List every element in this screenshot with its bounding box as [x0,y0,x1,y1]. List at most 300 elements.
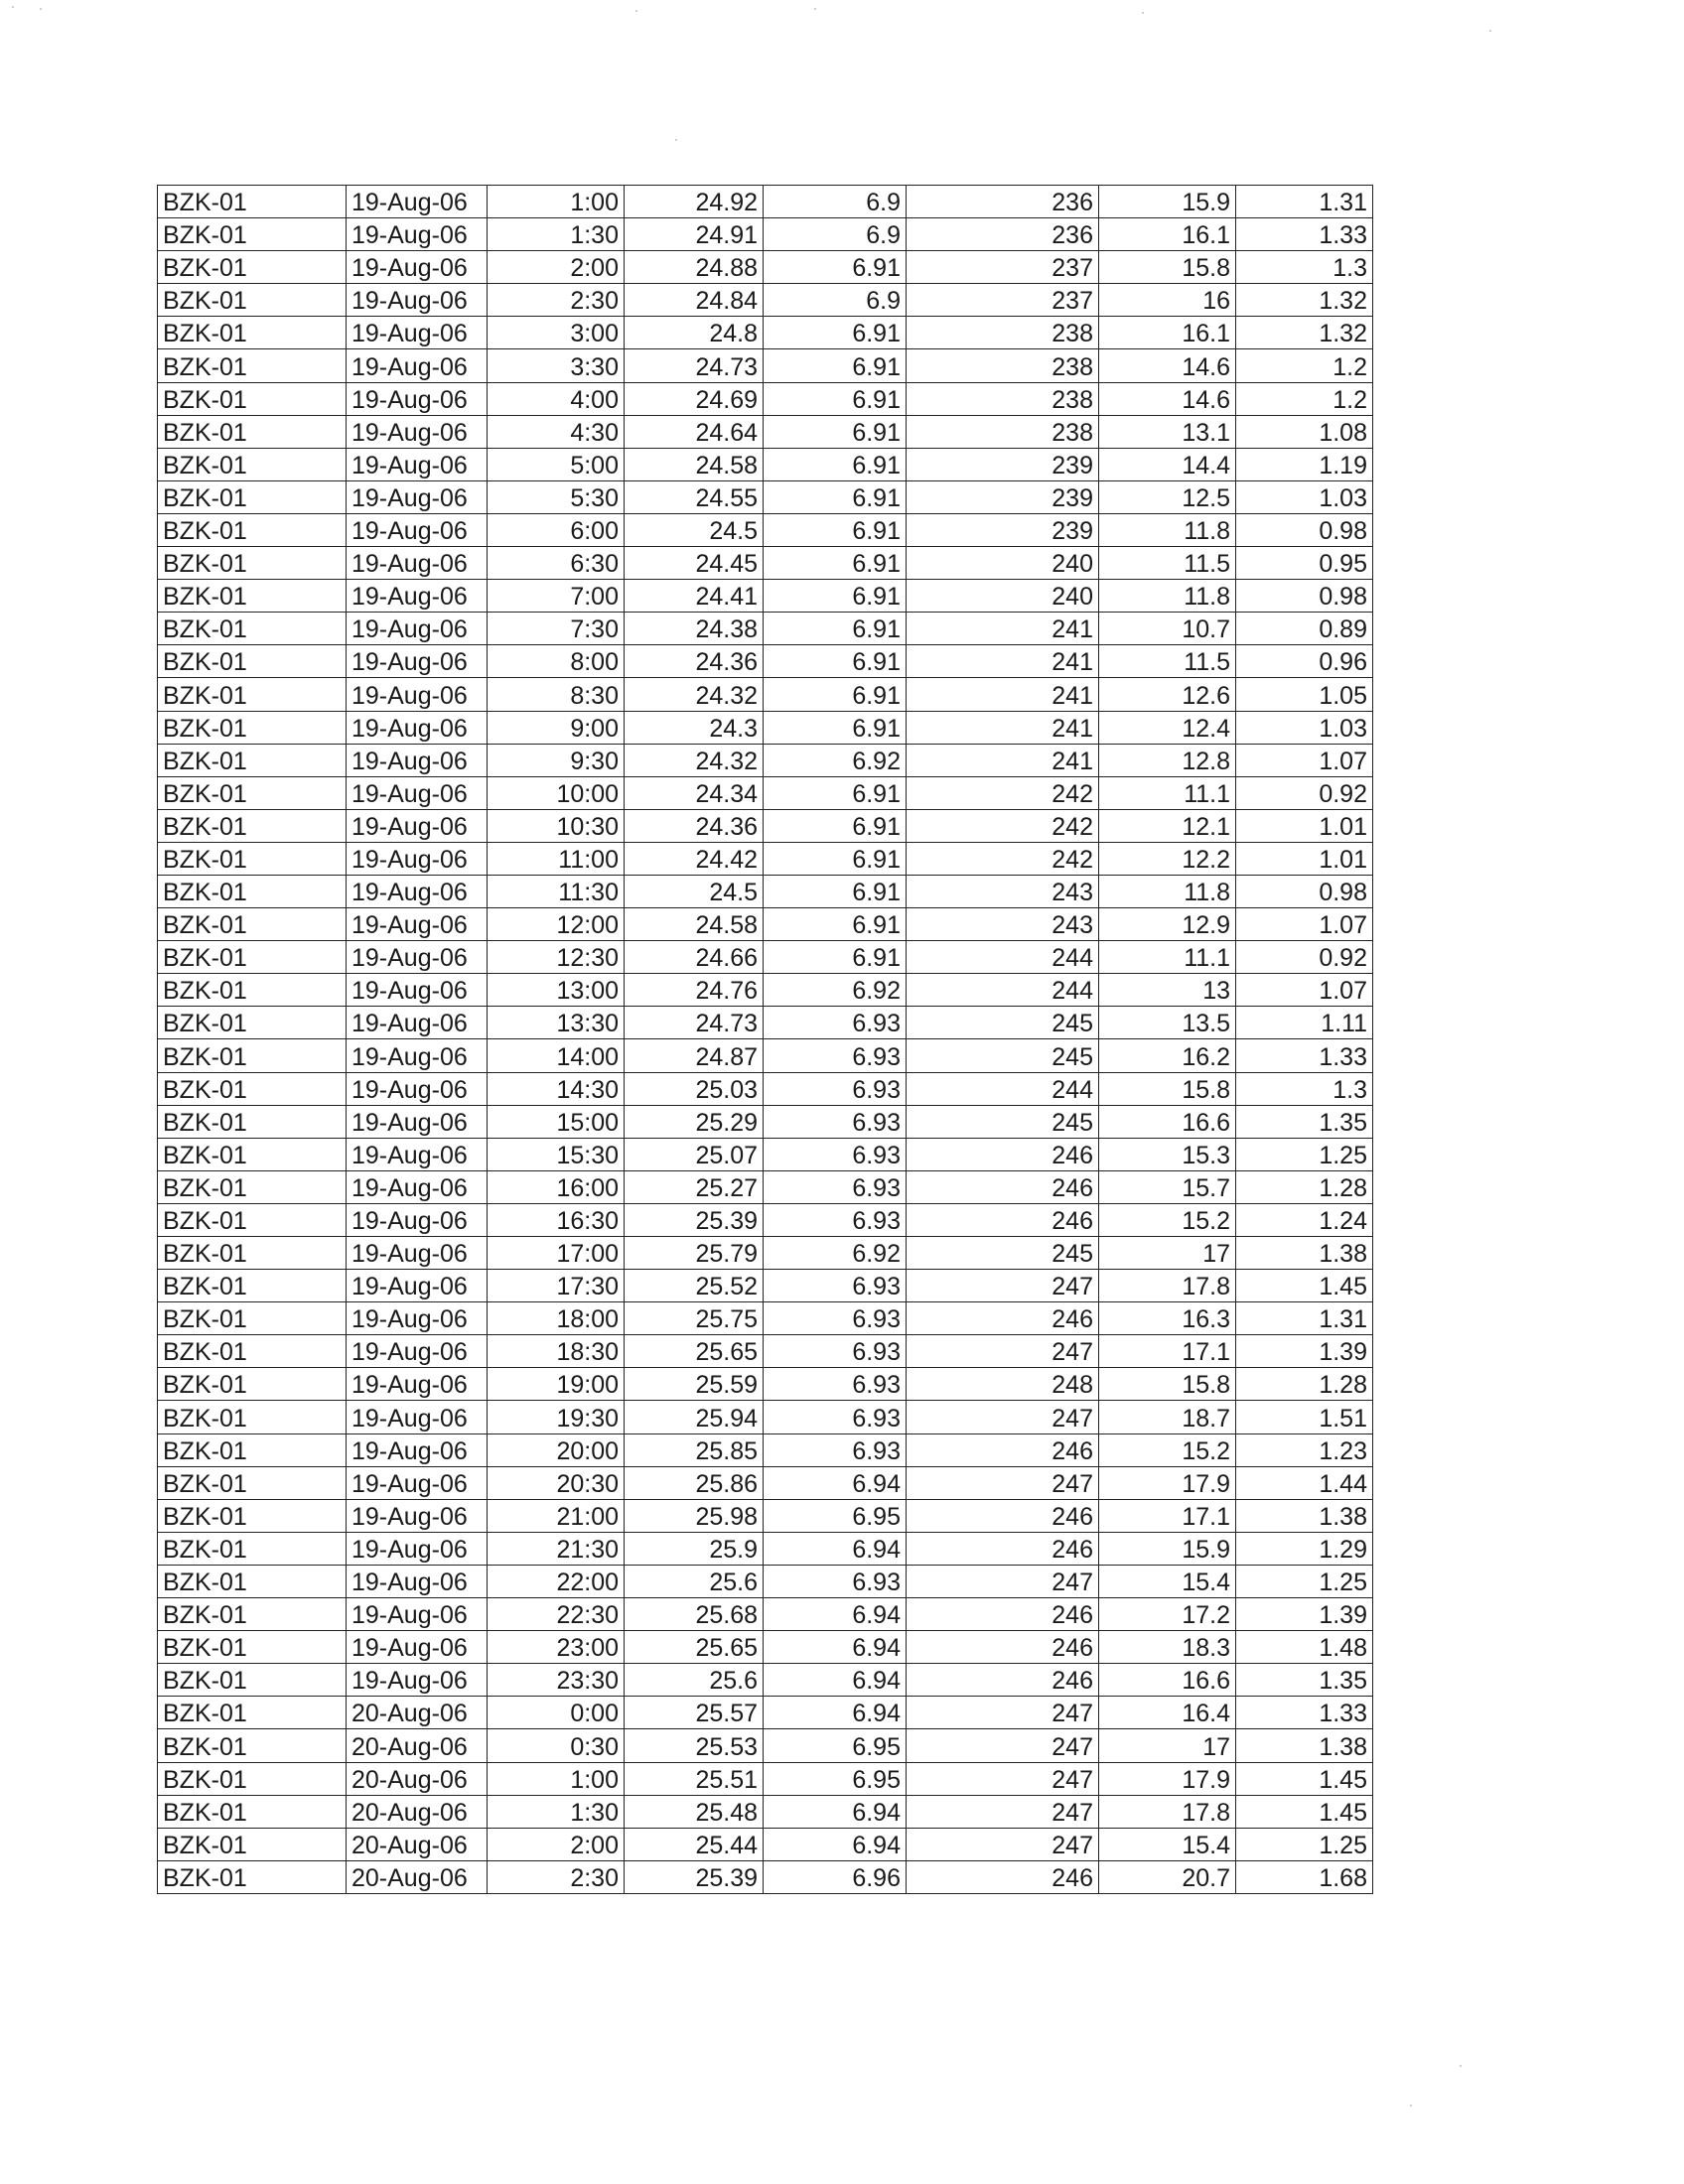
value-cell-2: 6.91 [764,317,907,349]
value-cell-5: 1.01 [1236,809,1373,842]
station-cell: BZK-01 [158,1664,347,1697]
table-row [158,251,1373,284]
date-cell: 19-Aug-06 [347,1335,488,1368]
time-cell: 1:30 [488,218,625,251]
value-cell-2: 6.93 [764,1335,907,1368]
value-cell-1: 25.86 [625,1466,764,1499]
value-cell-1: 25.53 [625,1729,764,1762]
value-cell-2: 6.91 [764,776,907,809]
value-cell-2: 6.91 [764,842,907,875]
value-cell-4: 10.7 [1099,613,1236,645]
table-row [158,744,1373,776]
station-cell: BZK-01 [158,1499,347,1532]
table-row [158,1007,1373,1039]
time-cell: 15:00 [488,1105,625,1138]
station-cell: BZK-01 [158,1433,347,1466]
date-cell: 19-Aug-06 [347,1138,488,1170]
station-cell: BZK-01 [158,1828,347,1860]
table-row [158,1335,1373,1368]
time-cell: 4:30 [488,415,625,448]
value-cell-5: 1.08 [1236,415,1373,448]
value-cell-3: 246 [907,1302,1099,1335]
value-cell-5: 1.48 [1236,1631,1373,1664]
value-cell-2: 6.91 [764,613,907,645]
station-cell: BZK-01 [158,1237,347,1270]
station-cell: BZK-01 [158,1170,347,1203]
value-cell-2: 6.93 [764,1105,907,1138]
value-cell-1: 24.66 [625,941,764,974]
value-cell-5: 1.28 [1236,1170,1373,1203]
table-row [158,218,1373,251]
station-cell: BZK-01 [158,1860,347,1893]
value-cell-3: 247 [907,1565,1099,1597]
date-cell: 19-Aug-06 [347,941,488,974]
value-cell-2: 6.96 [764,1860,907,1893]
value-cell-5: 1.3 [1236,251,1373,284]
value-cell-3: 247 [907,1270,1099,1302]
value-cell-5: 1.03 [1236,480,1373,513]
value-cell-4: 16.6 [1099,1664,1236,1697]
station-cell: BZK-01 [158,382,347,415]
table-row [158,1401,1373,1433]
value-cell-5: 1.39 [1236,1598,1373,1631]
value-cell-5: 0.98 [1236,513,1373,546]
value-cell-5: 1.01 [1236,842,1373,875]
time-cell: 2:00 [488,251,625,284]
value-cell-3: 246 [907,1598,1099,1631]
station-cell: BZK-01 [158,1565,347,1597]
value-cell-4: 17 [1099,1729,1236,1762]
station-cell: BZK-01 [158,415,347,448]
value-cell-1: 25.6 [625,1664,764,1697]
station-cell: BZK-01 [158,349,347,382]
time-cell: 7:30 [488,613,625,645]
time-cell: 18:30 [488,1335,625,1368]
date-cell: 19-Aug-06 [347,251,488,284]
value-cell-4: 11.5 [1099,645,1236,678]
table-row [158,317,1373,349]
value-cell-2: 6.94 [764,1828,907,1860]
value-cell-4: 15.9 [1099,1532,1236,1565]
value-cell-3: 248 [907,1368,1099,1401]
value-cell-4: 18.7 [1099,1401,1236,1433]
date-cell: 19-Aug-06 [347,1039,488,1072]
value-cell-1: 25.51 [625,1762,764,1795]
value-cell-1: 24.58 [625,908,764,941]
value-cell-3: 242 [907,809,1099,842]
value-cell-3: 245 [907,1237,1099,1270]
value-cell-1: 25.85 [625,1433,764,1466]
value-cell-2: 6.94 [764,1598,907,1631]
value-cell-2: 6.9 [764,218,907,251]
station-cell: BZK-01 [158,744,347,776]
table-row [158,1499,1373,1532]
value-cell-5: 0.98 [1236,580,1373,613]
value-cell-5: 0.92 [1236,776,1373,809]
time-cell: 12:30 [488,941,625,974]
table-row [158,809,1373,842]
value-cell-1: 24.45 [625,547,764,580]
value-cell-5: 1.38 [1236,1729,1373,1762]
value-cell-2: 6.91 [764,547,907,580]
value-cell-4: 16.2 [1099,1039,1236,1072]
value-cell-5: 1.25 [1236,1138,1373,1170]
time-cell: 3:00 [488,317,625,349]
time-cell: 14:30 [488,1072,625,1105]
value-cell-3: 246 [907,1664,1099,1697]
value-cell-4: 17.9 [1099,1762,1236,1795]
value-cell-2: 6.9 [764,186,907,218]
value-cell-1: 24.41 [625,580,764,613]
date-cell: 19-Aug-06 [347,613,488,645]
value-cell-4: 11.8 [1099,580,1236,613]
value-cell-2: 6.95 [764,1729,907,1762]
date-cell: 19-Aug-06 [347,645,488,678]
table-row [158,382,1373,415]
value-cell-5: 1.19 [1236,448,1373,480]
station-cell: BZK-01 [158,1007,347,1039]
date-cell: 19-Aug-06 [347,284,488,317]
table-row [158,1433,1373,1466]
value-cell-3: 245 [907,1007,1099,1039]
value-cell-2: 6.93 [764,1433,907,1466]
time-cell: 7:00 [488,580,625,613]
value-cell-3: 241 [907,744,1099,776]
value-cell-5: 1.44 [1236,1466,1373,1499]
time-cell: 3:30 [488,349,625,382]
station-cell: BZK-01 [158,776,347,809]
value-cell-1: 25.44 [625,1828,764,1860]
value-cell-3: 246 [907,1631,1099,1664]
value-cell-1: 24.8 [625,317,764,349]
value-cell-5: 0.89 [1236,613,1373,645]
value-cell-5: 1.51 [1236,1401,1373,1433]
time-cell: 2:00 [488,1828,625,1860]
value-cell-5: 1.25 [1236,1565,1373,1597]
value-cell-5: 1.03 [1236,711,1373,744]
station-cell: BZK-01 [158,580,347,613]
station-cell: BZK-01 [158,218,347,251]
value-cell-2: 6.94 [764,1795,907,1828]
value-cell-3: 247 [907,1762,1099,1795]
value-cell-5: 1.35 [1236,1664,1373,1697]
value-cell-5: 1.11 [1236,1007,1373,1039]
value-cell-1: 25.03 [625,1072,764,1105]
value-cell-4: 12.2 [1099,842,1236,875]
time-cell: 6:00 [488,513,625,546]
date-cell: 20-Aug-06 [347,1697,488,1729]
value-cell-5: 1.39 [1236,1335,1373,1368]
station-cell: BZK-01 [158,875,347,907]
value-cell-4: 11.8 [1099,513,1236,546]
value-cell-2: 6.91 [764,382,907,415]
value-cell-5: 0.98 [1236,875,1373,907]
value-cell-1: 24.42 [625,842,764,875]
value-cell-4: 14.4 [1099,448,1236,480]
value-cell-4: 15.2 [1099,1203,1236,1236]
value-cell-2: 6.93 [764,1138,907,1170]
value-cell-3: 241 [907,645,1099,678]
station-cell: BZK-01 [158,1729,347,1762]
table-row [158,1466,1373,1499]
date-cell: 19-Aug-06 [347,448,488,480]
time-cell: 11:00 [488,842,625,875]
date-cell: 19-Aug-06 [347,1631,488,1664]
value-cell-4: 15.7 [1099,1170,1236,1203]
value-cell-1: 24.34 [625,776,764,809]
station-cell: BZK-01 [158,480,347,513]
value-cell-3: 246 [907,1170,1099,1203]
value-cell-4: 16.3 [1099,1302,1236,1335]
time-cell: 13:00 [488,974,625,1007]
scan-speck [1460,2065,1462,2067]
value-cell-4: 17.8 [1099,1795,1236,1828]
value-cell-2: 6.93 [764,1302,907,1335]
value-cell-2: 6.94 [764,1466,907,1499]
value-cell-4: 15.2 [1099,1433,1236,1466]
value-cell-3: 244 [907,974,1099,1007]
table-row [158,1565,1373,1597]
value-cell-3: 237 [907,251,1099,284]
value-cell-1: 24.36 [625,809,764,842]
value-cell-1: 25.65 [625,1631,764,1664]
value-cell-1: 25.57 [625,1697,764,1729]
value-cell-3: 246 [907,1433,1099,1466]
date-cell: 19-Aug-06 [347,974,488,1007]
value-cell-2: 6.94 [764,1532,907,1565]
table-row [158,1302,1373,1335]
value-cell-5: 1.45 [1236,1762,1373,1795]
value-cell-3: 243 [907,875,1099,907]
station-cell: BZK-01 [158,974,347,1007]
table-row [158,1664,1373,1697]
value-cell-4: 12.4 [1099,711,1236,744]
scan-speck [40,8,42,10]
value-cell-4: 15.4 [1099,1565,1236,1597]
table-row [158,284,1373,317]
value-cell-4: 15.3 [1099,1138,1236,1170]
value-cell-3: 246 [907,1499,1099,1532]
value-cell-4: 15.8 [1099,251,1236,284]
value-cell-1: 24.73 [625,349,764,382]
value-cell-4: 15.8 [1099,1368,1236,1401]
date-cell: 19-Aug-06 [347,1105,488,1138]
date-cell: 19-Aug-06 [347,480,488,513]
time-cell: 1:00 [488,186,625,218]
value-cell-1: 24.76 [625,974,764,1007]
value-cell-3: 241 [907,678,1099,711]
station-cell: BZK-01 [158,1039,347,1072]
table-row [158,1368,1373,1401]
time-cell: 23:00 [488,1631,625,1664]
value-cell-5: 0.95 [1236,547,1373,580]
date-cell: 19-Aug-06 [347,580,488,613]
table-row [158,842,1373,875]
table-row [158,1860,1373,1893]
value-cell-1: 25.68 [625,1598,764,1631]
date-cell: 19-Aug-06 [347,547,488,580]
station-cell: BZK-01 [158,513,347,546]
station-cell: BZK-01 [158,941,347,974]
value-cell-2: 6.91 [764,941,907,974]
value-cell-5: 1.32 [1236,317,1373,349]
value-cell-3: 242 [907,842,1099,875]
value-cell-5: 1.33 [1236,1039,1373,1072]
value-cell-2: 6.91 [764,711,907,744]
value-cell-4: 15.8 [1099,1072,1236,1105]
date-cell: 19-Aug-06 [347,1302,488,1335]
value-cell-3: 243 [907,908,1099,941]
station-cell: BZK-01 [158,186,347,218]
station-cell: BZK-01 [158,1598,347,1631]
date-cell: 19-Aug-06 [347,1598,488,1631]
date-cell: 19-Aug-06 [347,711,488,744]
value-cell-3: 247 [907,1401,1099,1433]
station-cell: BZK-01 [158,251,347,284]
value-cell-1: 25.79 [625,1237,764,1270]
value-cell-5: 1.07 [1236,908,1373,941]
value-cell-4: 17 [1099,1237,1236,1270]
value-cell-5: 1.28 [1236,1368,1373,1401]
value-cell-4: 12.6 [1099,678,1236,711]
value-cell-4: 16.1 [1099,218,1236,251]
value-cell-3: 239 [907,480,1099,513]
value-cell-1: 24.64 [625,415,764,448]
date-cell: 19-Aug-06 [347,1072,488,1105]
value-cell-5: 0.96 [1236,645,1373,678]
date-cell: 19-Aug-06 [347,908,488,941]
date-cell: 20-Aug-06 [347,1860,488,1893]
station-cell: BZK-01 [158,613,347,645]
time-cell: 17:00 [488,1237,625,1270]
value-cell-5: 1.24 [1236,1203,1373,1236]
date-cell: 19-Aug-06 [347,809,488,842]
value-cell-2: 6.92 [764,1237,907,1270]
value-cell-4: 14.6 [1099,349,1236,382]
value-cell-1: 25.39 [625,1203,764,1236]
date-cell: 19-Aug-06 [347,1499,488,1532]
time-cell: 12:00 [488,908,625,941]
value-cell-2: 6.91 [764,513,907,546]
time-cell: 22:00 [488,1565,625,1597]
table-row [158,1072,1373,1105]
station-cell: BZK-01 [158,1795,347,1828]
date-cell: 20-Aug-06 [347,1762,488,1795]
value-cell-3: 247 [907,1466,1099,1499]
table-row [158,678,1373,711]
value-cell-3: 240 [907,547,1099,580]
value-cell-2: 6.93 [764,1401,907,1433]
date-cell: 19-Aug-06 [347,842,488,875]
value-cell-5: 1.3 [1236,1072,1373,1105]
time-cell: 10:00 [488,776,625,809]
value-cell-1: 24.5 [625,513,764,546]
station-cell: BZK-01 [158,448,347,480]
value-cell-4: 17.9 [1099,1466,1236,1499]
value-cell-4: 13 [1099,974,1236,1007]
station-cell: BZK-01 [158,547,347,580]
station-cell: BZK-01 [158,317,347,349]
table-row [158,1697,1373,1729]
value-cell-5: 1.31 [1236,186,1373,218]
station-cell: BZK-01 [158,1302,347,1335]
value-cell-2: 6.94 [764,1631,907,1664]
value-cell-2: 6.9 [764,284,907,317]
value-cell-2: 6.92 [764,744,907,776]
time-cell: 15:30 [488,1138,625,1170]
scan-speck [1489,30,1491,32]
table-row [158,711,1373,744]
scan-speck [675,139,677,141]
value-cell-4: 17.1 [1099,1335,1236,1368]
station-cell: BZK-01 [158,1368,347,1401]
value-cell-1: 25.59 [625,1368,764,1401]
date-cell: 19-Aug-06 [347,875,488,907]
value-cell-4: 14.6 [1099,382,1236,415]
table-row [158,1795,1373,1828]
value-cell-1: 25.07 [625,1138,764,1170]
date-cell: 19-Aug-06 [347,1368,488,1401]
date-cell: 19-Aug-06 [347,776,488,809]
station-cell: BZK-01 [158,1697,347,1729]
date-cell: 19-Aug-06 [347,317,488,349]
value-cell-3: 246 [907,1532,1099,1565]
value-cell-4: 13.1 [1099,415,1236,448]
value-cell-1: 24.69 [625,382,764,415]
value-cell-5: 0.92 [1236,941,1373,974]
value-cell-1: 25.48 [625,1795,764,1828]
table-row [158,1237,1373,1270]
value-cell-1: 25.6 [625,1565,764,1597]
station-cell: BZK-01 [158,645,347,678]
value-cell-2: 6.91 [764,349,907,382]
date-cell: 19-Aug-06 [347,1532,488,1565]
value-cell-3: 246 [907,1203,1099,1236]
value-cell-2: 6.91 [764,251,907,284]
value-cell-4: 15.4 [1099,1828,1236,1860]
time-cell: 8:00 [488,645,625,678]
value-cell-4: 11.1 [1099,776,1236,809]
time-cell: 19:00 [488,1368,625,1401]
table-row [158,1828,1373,1860]
time-cell: 5:30 [488,480,625,513]
value-cell-3: 247 [907,1729,1099,1762]
table-row [158,1105,1373,1138]
value-cell-1: 24.73 [625,1007,764,1039]
station-cell: BZK-01 [158,1401,347,1433]
time-cell: 0:30 [488,1729,625,1762]
value-cell-1: 25.98 [625,1499,764,1532]
date-cell: 19-Aug-06 [347,1270,488,1302]
time-cell: 8:30 [488,678,625,711]
date-cell: 20-Aug-06 [347,1795,488,1828]
value-cell-1: 24.32 [625,678,764,711]
value-cell-4: 16.4 [1099,1697,1236,1729]
table-row [158,547,1373,580]
date-cell: 19-Aug-06 [347,349,488,382]
date-cell: 20-Aug-06 [347,1729,488,1762]
table-row [158,1532,1373,1565]
time-cell: 18:00 [488,1302,625,1335]
value-cell-5: 1.35 [1236,1105,1373,1138]
date-cell: 19-Aug-06 [347,1401,488,1433]
value-cell-2: 6.94 [764,1664,907,1697]
value-cell-2: 6.91 [764,580,907,613]
date-cell: 19-Aug-06 [347,1237,488,1270]
value-cell-5: 1.68 [1236,1860,1373,1893]
date-cell: 19-Aug-06 [347,1565,488,1597]
date-cell: 19-Aug-06 [347,1170,488,1203]
